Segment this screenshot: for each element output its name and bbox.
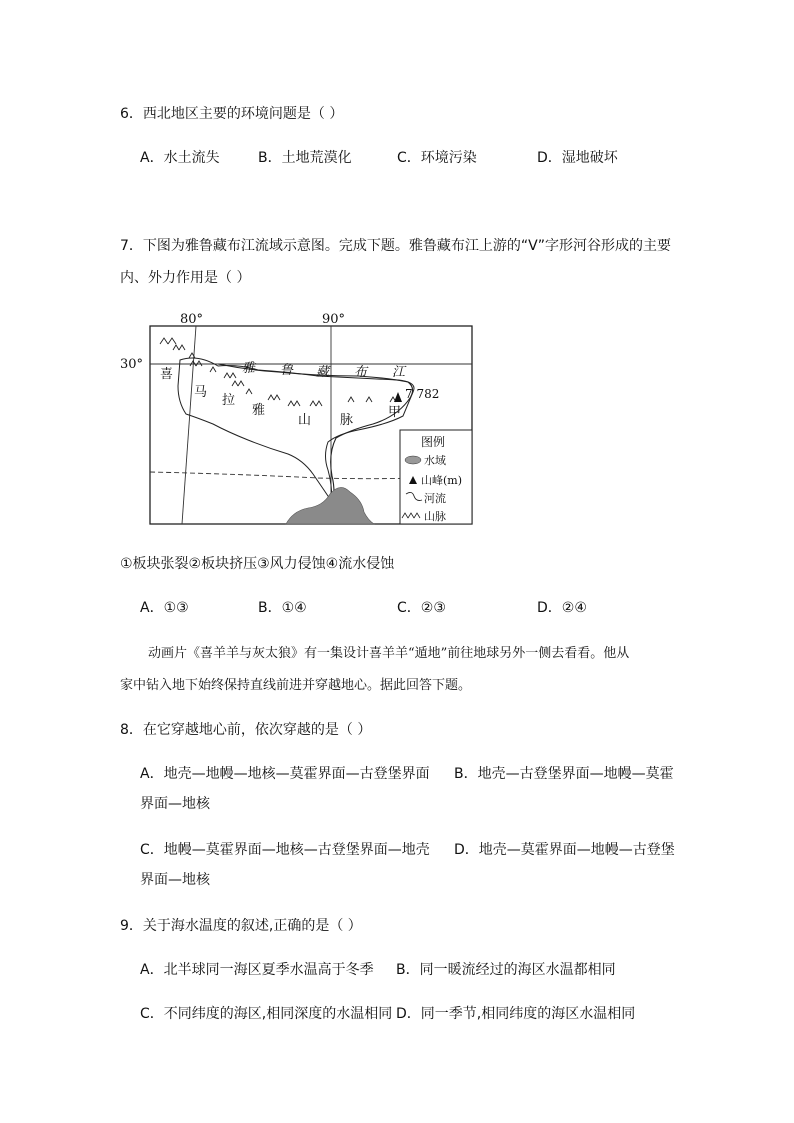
- q6-option-d[interactable]: D．湿地破坏: [537, 150, 618, 166]
- q8-stem: 8．在它穿越地心前，依次穿越的是（ ）: [120, 722, 372, 738]
- q7-stem-line1: 7．下图为雅鲁藏布江流域示意图。完成下题。雅鲁藏布江上游的“V”字形河谷形成的主要: [120, 238, 671, 254]
- river-char-1: 雅: [242, 361, 256, 376]
- lon-label-90: 90°: [322, 312, 346, 327]
- legend-peak: 山峰(m): [421, 474, 463, 487]
- passage-line2: 家中钻入地下始终保持直线前进并穿越地心。据此回答下题。: [120, 678, 472, 693]
- range-char-6: 脉: [340, 413, 354, 428]
- peak-elevation: 7 782: [405, 387, 440, 401]
- q7-option-a[interactable]: A．①③: [140, 600, 189, 616]
- legend-water-swatch: [405, 456, 421, 464]
- river-char-2: 鲁: [280, 363, 294, 378]
- passage-line1: 动画片《喜羊羊与灰太狼》有一集设计喜羊羊“遁地”前往地球另外一侧去看看。他从: [148, 646, 630, 661]
- range-char-4: 雅: [252, 403, 266, 418]
- river-char-4: 布: [354, 365, 368, 380]
- q7-option-b[interactable]: B．①④: [258, 600, 307, 616]
- q6-stem: 6．西北地区主要的环境问题是（ ）: [120, 106, 344, 122]
- q8-option-a[interactable]: A．地壳—地幔—地核—莫霍界面—古登堡界面: [140, 766, 430, 782]
- map-legend: [400, 430, 472, 524]
- legend-water: 水域: [424, 454, 446, 467]
- q8-option-b[interactable]: B．地壳—古登堡界面—地幔—莫霍: [454, 766, 674, 782]
- q9-option-b[interactable]: B．同一暖流经过的海区水温都相同: [396, 962, 616, 978]
- q6-option-a[interactable]: A．水土流失: [140, 150, 220, 166]
- range-char-5: 山: [298, 413, 312, 428]
- q7-option-d[interactable]: D．②④: [537, 600, 587, 616]
- lat-label-30: 30°: [120, 357, 144, 372]
- q7-option-c[interactable]: C．②③: [397, 600, 446, 616]
- legend-river: 河流: [424, 492, 446, 505]
- q9-option-d[interactable]: D．同一季节,相同纬度的海区水温相同: [396, 1006, 636, 1022]
- q6-option-b[interactable]: B．土地荒漠化: [258, 150, 352, 166]
- q7-factors: ①板块张裂②板块挤压③风力侵蚀④流水侵蚀: [120, 556, 395, 572]
- q8-option-c[interactable]: C．地幔—莫霍界面—地核—古登堡界面—地壳: [140, 842, 430, 858]
- legend-title: 图例: [421, 435, 446, 449]
- q8-option-b-cont: 界面—地核: [140, 796, 210, 812]
- yarlung-tsangpo-map: [118, 306, 480, 528]
- q7-stem-line2: 内、外力作用是（ ）: [120, 270, 251, 286]
- q9-option-a[interactable]: A．北半球同一海区夏季水温高于冬季: [140, 962, 374, 978]
- q9-stem: 9．关于海水温度的叙述,正确的是（ ）: [120, 918, 362, 934]
- peak-name: 甲: [388, 405, 402, 420]
- legend-mountain: 山脉: [424, 510, 446, 523]
- q8-option-d[interactable]: D．地壳—莫霍界面—地幔—古登堡: [454, 842, 675, 858]
- range-char-2: 马: [194, 385, 208, 400]
- river-char-3: 藏: [316, 365, 330, 380]
- q9-option-c[interactable]: C．不同纬度的海区,相同深度的水温相同: [140, 1006, 393, 1022]
- range-char-1: 喜: [160, 367, 174, 382]
- river-char-5: 江: [392, 365, 406, 380]
- range-char-3: 拉: [222, 393, 236, 408]
- q8-option-d-cont: 界面—地核: [140, 872, 210, 888]
- q6-option-c[interactable]: C．环境污染: [397, 150, 477, 166]
- lon-label-80: 80°: [180, 312, 204, 327]
